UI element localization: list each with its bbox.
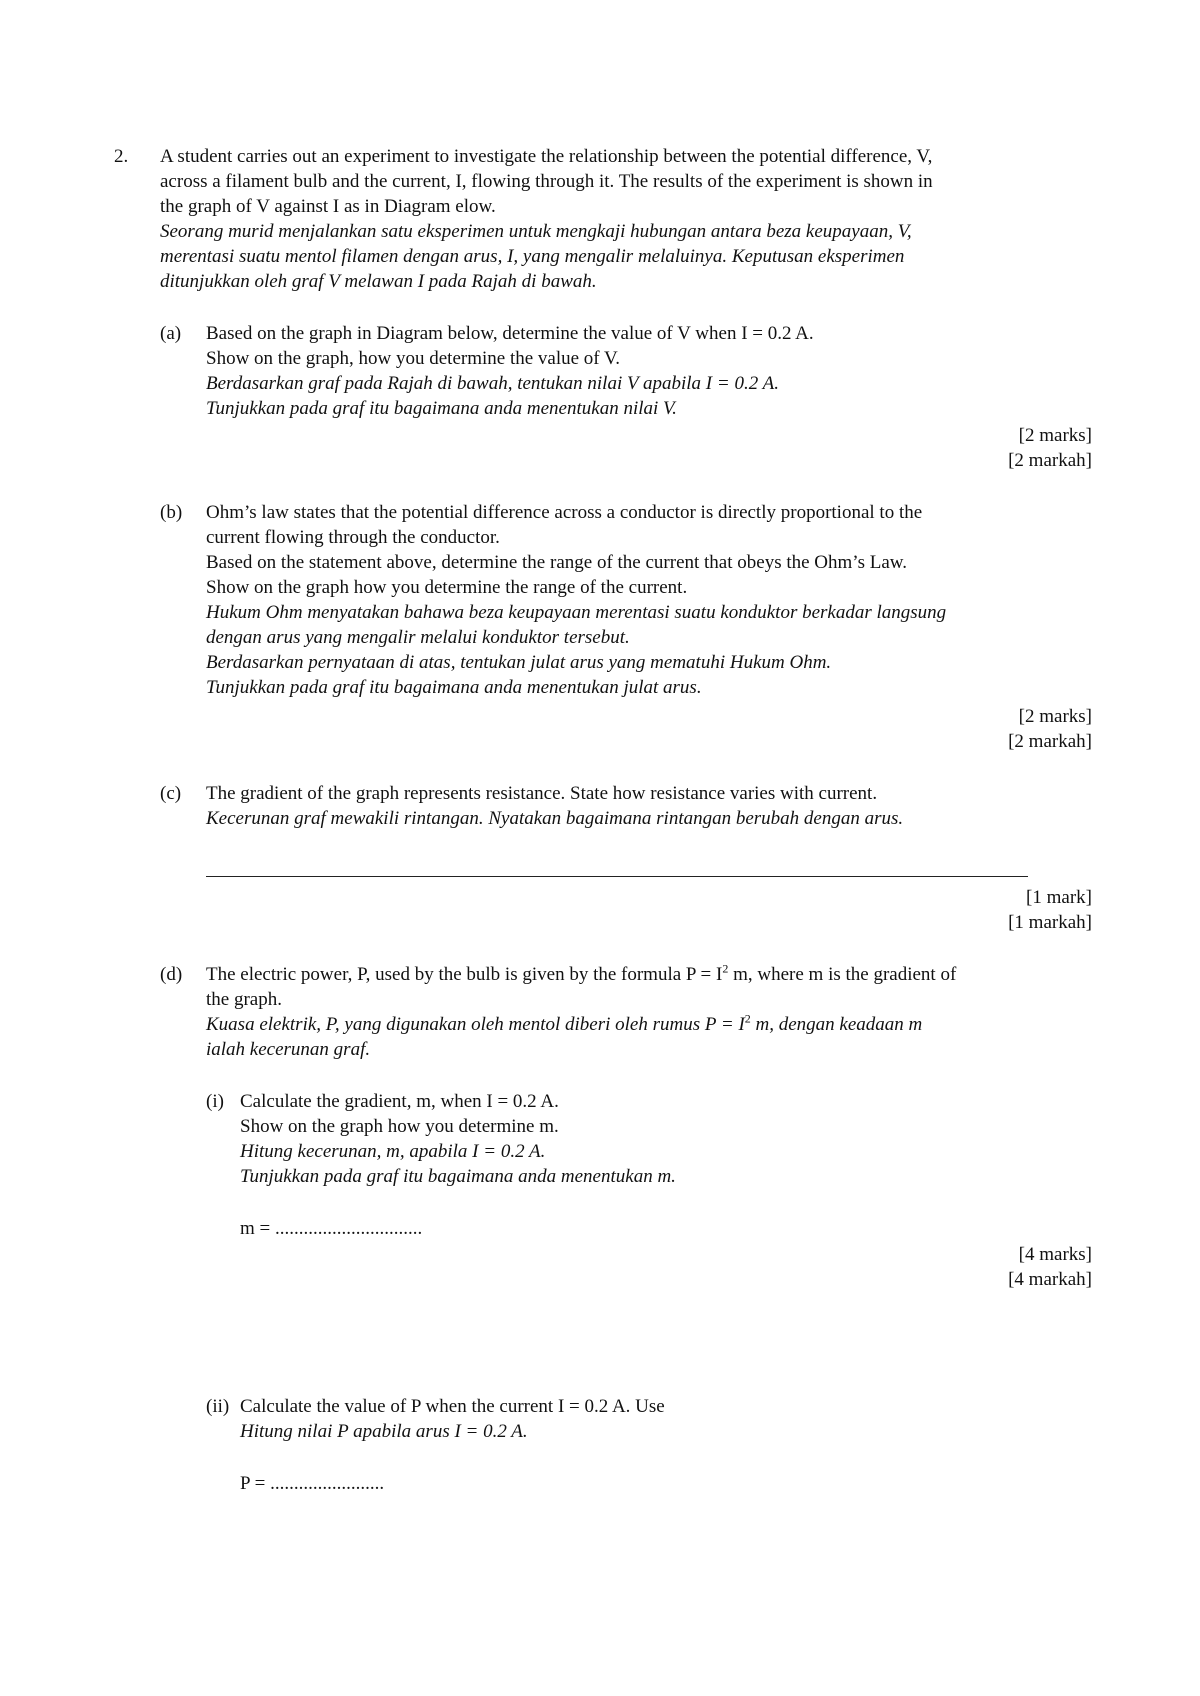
- part-b-en-line-3: Based on the statement above, determine the range of the current that obeys the Ohm’s Law.: [206, 552, 908, 573]
- part-b-ms-line-4: Tunjukkan pada graf itu bagaimana anda menentukan julat arus.: [206, 677, 702, 698]
- part-d-i-marks-ms: [4 markah]: [1008, 1269, 1092, 1290]
- part-c-en-line: The gradient of the graph represents resistance. State how resistance varies with current.: [206, 783, 878, 804]
- part-d-i-marks-en: [4 marks]: [1018, 1244, 1092, 1265]
- question-number: 2.: [114, 146, 129, 167]
- part-b-en-line-1: Ohm’s law states that the potential difference across a conductor is directly proportional to the: [206, 502, 923, 523]
- part-d-en-line-1-pre: The electric power, P, used by the bulb is given by the formula P = I: [206, 964, 723, 985]
- part-b-ms-line-3: Berdasarkan pernyataan di atas, tentukan julat arus yang mematuhi Hukum Ohm.: [206, 652, 832, 673]
- part-d-i-line-2: Show on the graph how you determine m.: [240, 1116, 559, 1137]
- stem-en-line-3: the graph of V against I as in Diagram elow.: [160, 196, 496, 217]
- part-b-marks-ms: [2 markah]: [1008, 731, 1092, 752]
- stem-ms-line-1: Seorang murid menjalankan satu eksperimen untuk mengkaji hubungan antara beza keupayaan, V,: [160, 221, 912, 242]
- part-a-en-line-1: Based on the graph in Diagram below, determine the value of V when I = 0.2 A.: [206, 323, 814, 344]
- part-d-en-line-2: the graph.: [206, 989, 282, 1010]
- part-a-marks-ms: [2 markah]: [1008, 450, 1092, 471]
- part-d-ii-ms-line: Hitung nilai P apabila arus I = 0.2 A.: [240, 1421, 528, 1442]
- part-b-ms-line-1: Hukum Ohm menyatakan bahawa beza keupayaan merentasi suatu konduktor berkadar langsung: [206, 602, 947, 623]
- part-a-ms-line-2: Tunjukkan pada graf itu bagaimana anda menentukan nilai V.: [206, 398, 677, 419]
- answer-line[interactable]: [206, 876, 1028, 877]
- part-d-ms-line-2: ialah kecerunan graf.: [206, 1039, 371, 1060]
- part-c-marks-en: [1 mark]: [1026, 887, 1092, 908]
- part-b-en-line-2: current flowing through the conductor.: [206, 527, 500, 548]
- part-b-marks-en: [2 marks]: [1018, 706, 1092, 727]
- part-a-en-line-2: Show on the graph, how you determine the value of V.: [206, 348, 621, 369]
- part-a-marks-en: [2 marks]: [1018, 425, 1092, 446]
- part-d-ii-answer-blank[interactable]: P = ........................: [240, 1473, 385, 1494]
- part-d-en-line-1-post: m, where m is the gradient of: [728, 964, 957, 985]
- part-c-label: (c): [160, 783, 182, 804]
- part-d-i-answer-blank[interactable]: m = ...............................: [240, 1218, 423, 1239]
- part-c-ms-line: Kecerunan graf mewakili rintangan. Nyatakan bagaimana rintangan berubah dengan arus.: [206, 808, 904, 829]
- part-b-label: (b): [160, 502, 183, 523]
- part-a-ms-line-1: Berdasarkan graf pada Rajah di bawah, tentukan nilai V apabila I = 0.2 A.: [206, 373, 779, 394]
- squared-superscript: 2: [722, 961, 729, 976]
- part-d-ms-line-1-pre: Kuasa elektrik, P, yang digunakan oleh mentol diberi oleh rumus P = I: [206, 1014, 745, 1035]
- part-b-ms-line-2: dengan arus yang mengalir melalui konduktor tersebut.: [206, 627, 630, 648]
- stem-en-line-1: A student carries out an experiment to investigate the relationship between the potential difference, V,: [160, 146, 933, 167]
- squared-superscript: 2: [744, 1011, 751, 1026]
- part-d-i-label: (i): [206, 1091, 224, 1112]
- part-b-en-line-4: Show on the graph how you determine the range of the current.: [206, 577, 688, 598]
- part-d-i-line-4: Tunjukkan pada graf itu bagaimana anda menentukan m.: [240, 1166, 676, 1187]
- part-d-ii-label: (ii): [206, 1396, 230, 1417]
- part-d-ms-line-1: [206, 1012, 922, 1038]
- part-d-label: (d): [160, 964, 183, 985]
- part-c-marks-ms: [1 markah]: [1008, 912, 1092, 933]
- part-d-ii-en-line: Calculate the value of P when the current I = 0.2 A. Use: [240, 1396, 665, 1417]
- part-d-ms-line-1-post: m, dengan keadaan m: [750, 1014, 923, 1035]
- stem-ms-line-3: ditunjukkan oleh graf V melawan I pada Rajah di bawah.: [160, 271, 597, 292]
- part-a-label: (a): [160, 323, 182, 344]
- part-d-i-line-3: Hitung kecerunan, m, apabila I = 0.2 A.: [240, 1141, 546, 1162]
- part-d-en-line-1: [206, 962, 956, 988]
- stem-ms-line-2: merentasi suatu mentol filamen dengan arus, I, yang mengalir melaluinya. Keputusan eksperimen: [160, 246, 905, 267]
- stem-en-line-2: across a filament bulb and the current, I, flowing through it. The results of the experiment is shown in: [160, 171, 933, 192]
- part-d-i-line-1: Calculate the gradient, m, when I = 0.2 A.: [240, 1091, 559, 1112]
